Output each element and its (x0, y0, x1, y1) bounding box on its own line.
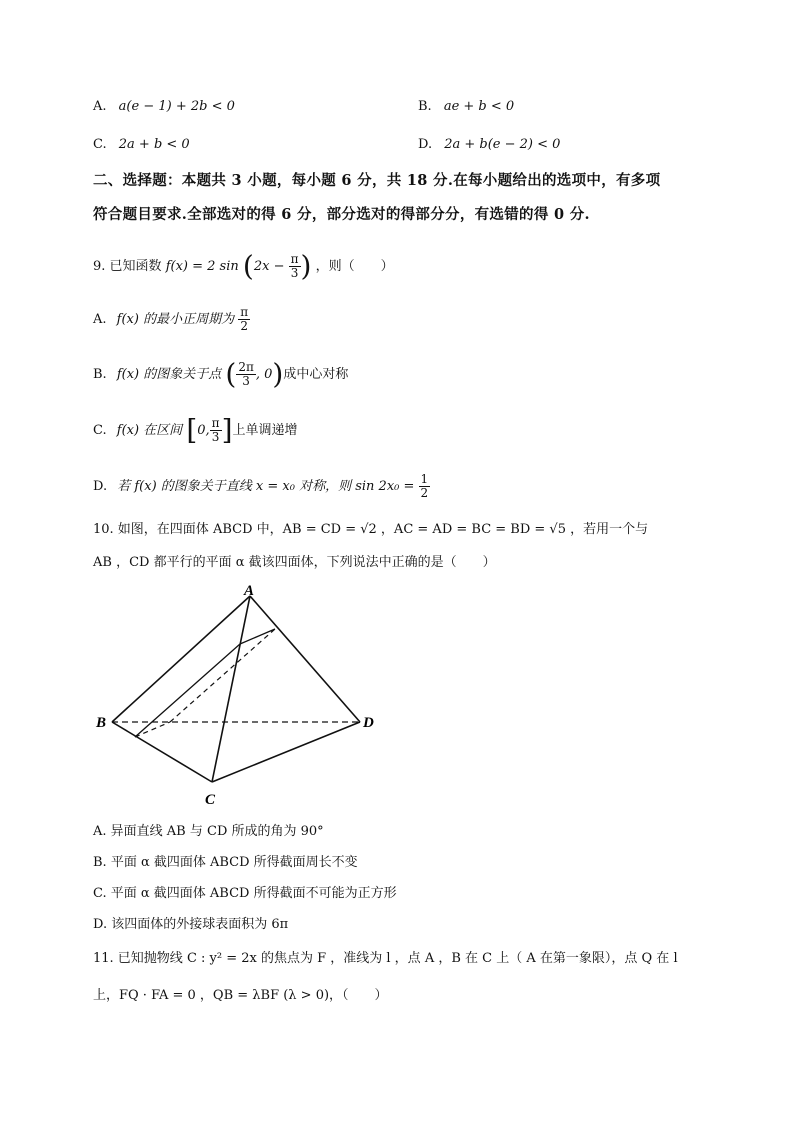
question-10-line1: 10. 如图，在四面体 ABCD 中，AB = CD = √2 ，AC = AD = BC = BD = √5 ，若用一个与 (93, 522, 649, 537)
q9-suffix: ，则（ ） (315, 259, 394, 274)
option-8c (93, 137, 190, 152)
section-edge-top (240, 629, 275, 644)
option-10c: C. 平面 α 截四面体 ABCD 所得截面不可能为正方形 (93, 886, 397, 901)
option-label: B. (93, 367, 107, 382)
option-expr: ae + b < 0 (443, 99, 515, 114)
section-edge-bottom-hidden (135, 722, 170, 737)
option-9b: B. f(x) 的图象关于点 ( $\frac{2\pi}{3}$ , 0)成中心对称 (93, 357, 349, 391)
option-text-end: 成中心对称 (283, 367, 349, 382)
option-text: f(x) 在区间 (116, 423, 183, 438)
edge-ac (212, 596, 250, 782)
question-9-stem: 9. 已知函数 f(x) = 2 sin (2x − $\frac{\pi}{3}$ ) ，则（ ） (93, 249, 394, 283)
frac-den: 3 (242, 374, 250, 388)
option-10d: D. 该四面体的外接球表面积为 6π (93, 917, 289, 932)
section-heading-line2: 符合题目要求.全部选对的得 6 分，部分选对的得部分分，有选错的得 0 分. (93, 206, 590, 223)
option-label: D. (418, 137, 433, 152)
option-expr: 2a + b < 0 (118, 137, 190, 152)
option-text: f(x) 的最小正周期为 (116, 312, 235, 327)
frac-den: 2 (420, 486, 429, 500)
q9-func: f(x) = 2 sin (165, 259, 239, 274)
edge-ab (112, 596, 250, 722)
frac-den: 3 (211, 430, 220, 444)
option-label: C. (93, 423, 107, 438)
option-label: A. (93, 99, 107, 114)
frac-den: 2 (240, 319, 248, 333)
option-text-end: 上单调递增 (232, 423, 298, 438)
option-8a (93, 99, 235, 114)
frac-den: 3 (290, 266, 299, 280)
interval-start: 0, (197, 423, 210, 438)
option-text: f(x) 的图象关于点 (116, 367, 222, 382)
q9-inner: 2x − (253, 259, 285, 274)
q9-prefix: 9. 已知函数 (93, 259, 162, 274)
option-8b (418, 99, 514, 114)
frac-num: 2π (238, 360, 254, 374)
question-11-line2: 上，FQ · FA = 0 ，QB = λBF (λ > 0)，（ ） (93, 988, 388, 1003)
option-9c: C. f(x) 在区间 [0, $\frac{\pi}{3}$ ]上单调递增 (93, 413, 298, 447)
question-10-line2: AB ，CD 都平行的平面 α 截该四面体，下列说法中正确的是（ ） (93, 555, 496, 570)
frac-num: π (211, 416, 220, 430)
vertex-label-a: A (244, 583, 255, 599)
option-expr: a(e − 1) + 2b < 0 (118, 99, 235, 114)
tetrahedron-figure (90, 582, 390, 812)
option-text: 若 f(x) 的图象关于直线 x = x₀ 对称，则 sin 2x₀ = (117, 479, 415, 494)
option-label: C. (93, 137, 107, 152)
frac-num: π (240, 305, 249, 319)
edge-bc (112, 722, 212, 782)
option-9d (93, 472, 430, 502)
option-10a: A. 异面直线 AB 与 CD 所成的角为 90° (93, 824, 324, 839)
frac-num: 1 (420, 472, 429, 486)
option-expr: 2a + b(e − 2) < 0 (444, 137, 561, 152)
option-8d (418, 137, 560, 152)
point-y: , 0 (255, 367, 273, 382)
option-label: A. (93, 312, 107, 327)
question-11-line1: 11. 已知抛物线 C : y² = 2x 的焦点为 F ，准线为 l ，点 A ，B 在 C 上（ A 在第一象限），点 Q 在 l (93, 951, 678, 966)
vertex-label-c: C (205, 792, 216, 808)
option-10b: B. 平面 α 截四面体 ABCD 所得截面周长不变 (93, 855, 358, 870)
edge-ad (250, 596, 360, 722)
option-9a (93, 305, 250, 335)
vertex-label-d: D (363, 715, 374, 731)
option-label: B. (418, 99, 432, 114)
edge-cd (212, 722, 360, 782)
option-label: D. (93, 479, 108, 494)
section-edge-back-hidden (170, 629, 275, 722)
vertex-label-b: B (96, 715, 107, 731)
section-heading-line1: 二、选择题：本题共 3 小题，每小题 6 分，共 18 分.在每小题给出的选项中，有多项 (93, 172, 661, 189)
frac-num: π (290, 252, 299, 266)
